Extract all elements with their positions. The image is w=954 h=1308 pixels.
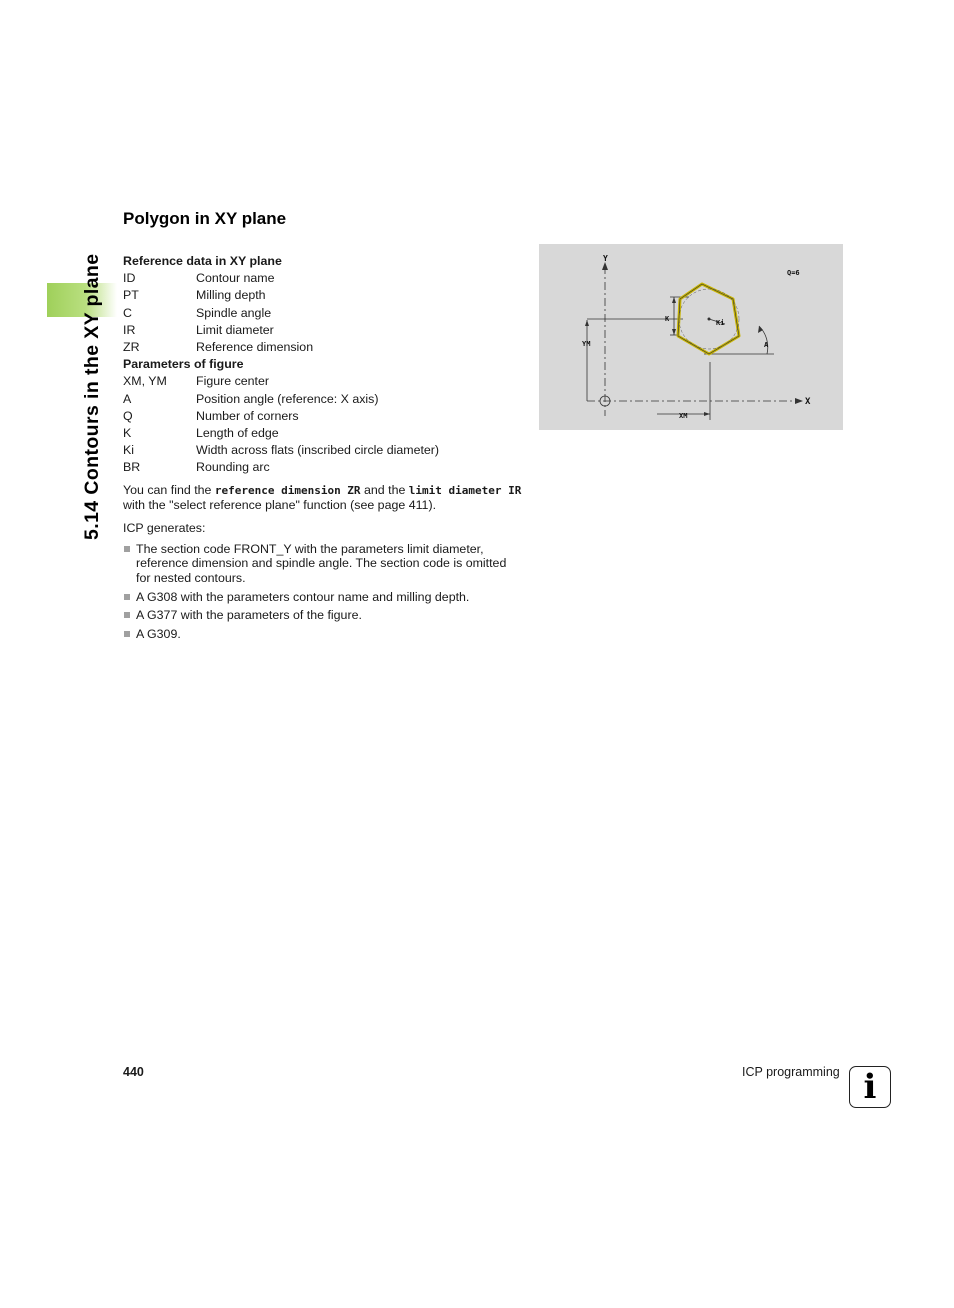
reference-list [123, 270, 523, 356]
bullet-square-icon [124, 546, 130, 552]
list-item [123, 590, 523, 605]
label-ki: Ki [716, 319, 725, 327]
note-text: with the "select reference plane" function (see page 411). [123, 497, 437, 512]
param-row [123, 339, 523, 356]
param-key: BR [123, 460, 141, 475]
list-item [123, 627, 523, 642]
label-a: A [764, 341, 769, 349]
reference-plane-note [123, 483, 523, 513]
list-item-text: The section code FRONT_Y with the parameters limit diameter, reference dimension and spindle angle. The section code is omitted for nested contours. [136, 541, 507, 586]
xm-arrow-icon [704, 412, 710, 416]
param-key: ZR [123, 340, 140, 355]
param-value: Width across flats (inscribed circle diameter) [196, 443, 440, 458]
param-row [123, 425, 523, 442]
param-row [123, 408, 523, 425]
param-value: Milling depth [196, 288, 266, 303]
generated-list [123, 542, 523, 642]
param-key: XM, YM [123, 374, 167, 389]
icp-generates-text: ICP generates: [123, 520, 206, 535]
param-key: Ki [123, 443, 135, 458]
param-row [123, 305, 523, 322]
param-key: K [123, 426, 132, 441]
bullet-square-icon [124, 594, 130, 600]
list-item [123, 542, 523, 586]
list-item-text: A G309. [136, 626, 181, 641]
list-item-text: A G308 with the parameters contour name and milling depth. [136, 589, 470, 604]
param-row [123, 459, 523, 476]
param-row [123, 322, 523, 339]
bullet-square-icon [124, 612, 130, 618]
param-row [123, 442, 523, 459]
chapter-side-title: 5.14 Contours in the XY plane [81, 253, 103, 540]
label-q: Q=6 [787, 269, 800, 277]
list-item-text: A G377 with the parameters of the figure. [136, 608, 362, 623]
bullet-square-icon [124, 631, 130, 637]
param-value: Spindle angle [196, 305, 272, 320]
param-value: Rounding arc [196, 460, 270, 475]
parameters-heading: Parameters of figure [123, 357, 244, 372]
label-ym: YM [582, 340, 591, 348]
param-value: Figure center [196, 374, 270, 389]
param-key: PT [123, 288, 139, 303]
ym-arrow-icon [585, 320, 589, 326]
param-key: A [123, 391, 132, 406]
param-key: IR [123, 322, 136, 337]
param-key: ID [123, 271, 136, 286]
param-key: C [123, 305, 132, 320]
k-arrow-bottom-icon [672, 329, 676, 335]
param-row [123, 287, 523, 304]
k-arrow-top-icon [672, 297, 676, 303]
note-code-ir: limit diameter IR [408, 483, 522, 497]
note-text: and the [360, 482, 409, 497]
param-row [123, 373, 523, 390]
param-value: Length of edge [196, 426, 279, 441]
polygon-diagram-svg [539, 244, 843, 430]
note-code-zr: reference dimension ZR [214, 483, 361, 497]
hexagon-shape [678, 284, 739, 354]
label-k: K [665, 315, 670, 323]
param-row [123, 391, 523, 408]
label-xm: XM [679, 412, 688, 420]
param-value: Reference dimension [196, 340, 314, 355]
x-axis-arrow-icon [795, 398, 803, 404]
param-key: Q [123, 408, 133, 423]
footer-chapter-title: ICP programming [742, 1065, 840, 1079]
note-text: You can find the [123, 482, 215, 497]
param-row [123, 270, 523, 287]
center-point [708, 318, 711, 321]
page-number: 440 [123, 1065, 144, 1079]
param-value: Limit diameter [196, 322, 274, 337]
polygon-diagram [539, 244, 843, 430]
reference-heading: Reference data in XY plane [123, 254, 282, 268]
axis-label-x: X [805, 397, 811, 407]
y-axis-arrow-icon [602, 262, 608, 270]
info-icon: i [849, 1066, 891, 1108]
param-value: Number of corners [196, 408, 299, 423]
axis-label-y: Y [603, 254, 608, 263]
param-value: Contour name [196, 271, 275, 286]
parameters-list [123, 373, 523, 476]
param-value: Position angle (reference: X axis) [196, 391, 379, 406]
main-content [123, 253, 523, 645]
list-item [123, 608, 523, 623]
section-title: Polygon in XY plane [123, 209, 287, 228]
